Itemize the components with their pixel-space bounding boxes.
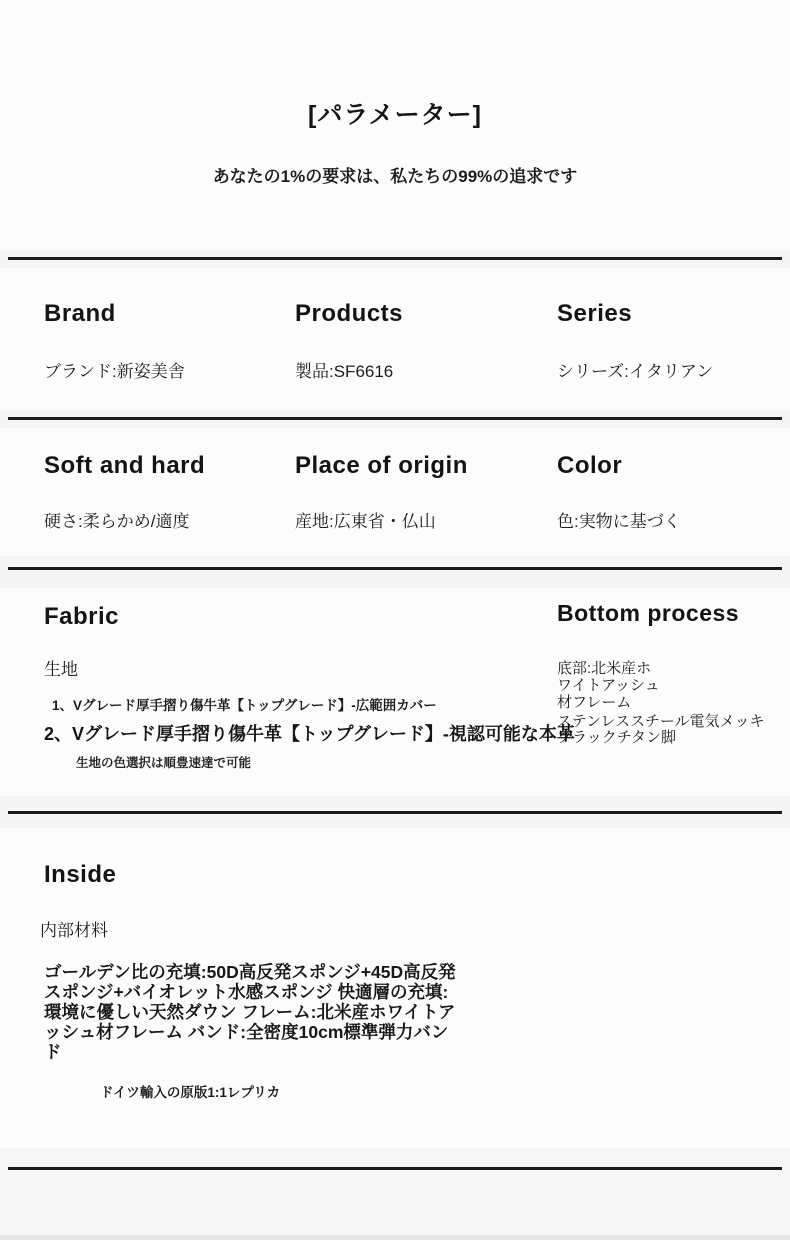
- softness-heading: Soft and hard: [44, 452, 206, 479]
- page-subtitle: あなたの1%の要求は、私たちの99%の追求です: [212, 167, 578, 186]
- products-heading: Products: [295, 300, 404, 327]
- series-heading: Series: [557, 300, 633, 327]
- products-value: 製品:SF6616: [295, 362, 394, 381]
- bottom-process-text-1: 底部:北米産ホワイトアッシュ材フレーム: [557, 660, 660, 711]
- divider-rule: [8, 567, 782, 570]
- divider-rule: [8, 417, 782, 420]
- inside-note: ドイツ輸入の原版1:1レプリカ: [100, 1085, 281, 1100]
- origin-heading: Place of origin: [295, 452, 468, 479]
- section-divider: [0, 250, 790, 268]
- softness-value: 硬さ:柔らかめ/適度: [44, 512, 190, 531]
- inside-subheading: 内部材料: [40, 921, 108, 940]
- bottom-process-heading: Bottom process: [557, 600, 740, 626]
- color-value: 色:実物に基づく: [557, 512, 681, 531]
- fabric-item-2: 2、Vグレード厚手摺り傷牛革【トップグレード】-視認可能な本革: [44, 724, 575, 744]
- divider-rule: [8, 257, 782, 260]
- footer-band: [0, 1148, 790, 1240]
- footer-edge-strip: [0, 1235, 790, 1240]
- inside-body-text: ゴールデン比の充填:50D高反発スポンジ+45D高反発スポンジ+バイオレット水感スポンジ 快適層の充填:環境に優しい天然ダウン フレーム:北米産ホワイトアッシュ材フレーム バンド:全密度10cm標準弾力バンド: [44, 962, 456, 1062]
- brand-value: ブランド:新姿美舎: [44, 362, 185, 381]
- inside-heading: Inside: [44, 861, 117, 888]
- page-title: [パラメーター]: [308, 101, 482, 129]
- color-heading: Color: [557, 452, 623, 479]
- fabric-subheading: 生地: [44, 660, 78, 679]
- fabric-item-1: 1、Vグレード厚手摺り傷牛革【トップグレード】-広範囲カバー: [52, 698, 437, 713]
- divider-rule: [8, 811, 782, 814]
- brand-heading: Brand: [44, 300, 116, 327]
- fabric-heading: Fabric: [44, 603, 120, 630]
- origin-value: 産地:広東省・仏山: [295, 512, 436, 531]
- section-divider: [0, 796, 790, 828]
- bottom-process-text-2: ステンレススチール電気メッキブラックチタン脚: [557, 713, 765, 746]
- fabric-note: 生地の色選択は順豊速達で可能: [76, 756, 252, 770]
- section-divider: [0, 410, 790, 428]
- series-value: シリーズ:イタリアン: [557, 362, 714, 381]
- divider-rule: [8, 1167, 782, 1170]
- section-divider: [0, 556, 790, 588]
